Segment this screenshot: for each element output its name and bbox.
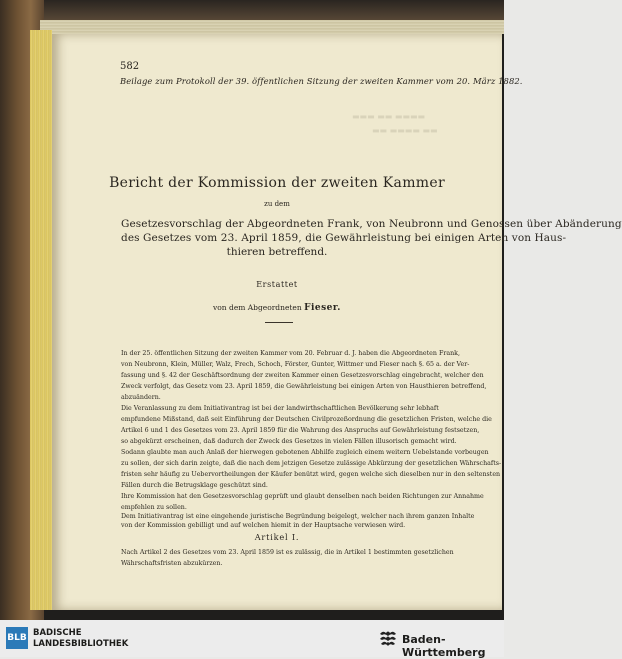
- para-1-line-5: abzuändern.: [121, 394, 161, 401]
- blb-name[interactable]: [33, 628, 128, 650]
- para-3-line-3: fristen sehr häufig zu Uebervortheilungen der Käufer benützt wird, gegen welche sich dieselben nur in den seltensten: [121, 471, 501, 478]
- page-edges-left: [30, 30, 52, 610]
- baden-wuerttemberg-crest-icon: [378, 628, 398, 648]
- para-5-line-1: Dem Initiativantrag ist eine eingehende juristische Begründung beigelegt, welcher nach ihrem ganzen Inhalte: [121, 513, 475, 520]
- report-title: Bericht der Kommission der zweiten Kammer: [109, 175, 445, 191]
- para-2-line-2: empfundene Mißstand, daß seit Einführung der Deutschen Civilprozeßordnung die gesetzlichen Fristen, welche die: [121, 416, 492, 423]
- book-page: [52, 34, 622, 610]
- para-1-line-1: In der 25. öffentlichen Sitzung der zweiten Kammer vom 20. Februar d. J. haben die Abgeordneten Frank,: [121, 350, 460, 357]
- blb-logo[interactable]: BLB: [6, 627, 28, 649]
- para-1-line-3: fassung und §. 42 der Geschäftsordnung der zweiten Kammer einen Gesetzesvorschlag eingebracht, welcher den: [121, 372, 484, 379]
- last-para-line-2: Währschaftsfristen abzukürzen.: [121, 560, 223, 567]
- artikel-heading: Artikel I.: [254, 532, 300, 542]
- para-3-line-4: Fällen durch die Betrugsklage geschützt sind.: [121, 482, 268, 489]
- para-1-line-2: von Neubronn, Klein, Müller, Walz, Frech, Schoch, Förster, Gunter, Wittmer und Fieser nach §. 65 a. der Ver-: [121, 361, 470, 368]
- running-header: Beilage zum Protokoll der 39. öffentlichen Sitzung der zweiten Kammer vom 20. März 1882.: [120, 76, 523, 86]
- para-2-line-4: so abgekürzt erscheinen, daß dadurch der Zweck des Gesetzes in vielen Fällen illusorisch gemacht wird.: [121, 438, 457, 445]
- para-3-line-1: Sodann glaubte man auch Anlaß der hierwegen gebotenen Abhilfe zugleich einem weitern Uebelstande vorbeugen: [121, 449, 489, 456]
- para-5-line-2: von der Kommission gebilligt und auf welchen hiemit in der Hauptsache verwiesen wird.: [121, 522, 406, 529]
- para-4-line-2: empfehlen zu sollen.: [121, 504, 187, 511]
- subject-line-2: des Gesetzes vom 23. April 1859, die Gewährleistung bei einigen Arten von Haus-: [121, 232, 567, 244]
- para-2-line-3: Artikel 6 und 1 des Gesetzes vom 23. April 1859 für die Wahrung des Anspruchs auf Gewährleistung festsetzen,: [121, 427, 480, 434]
- separator-rule: [265, 322, 293, 323]
- erstattet-label: Erstattet: [256, 280, 298, 289]
- page-edges-top: [40, 20, 504, 34]
- book-cover-top: [0, 0, 504, 22]
- author-line: [52, 303, 502, 313]
- subject-line-3: thieren betreffend.: [226, 246, 328, 258]
- bleed-through: ▬▬▬ ▬▬ ▬▬▬▬: [352, 112, 426, 121]
- subject-line-1: Gesetzesvorschlag der Abgeordneten Frank, von Neubronn und Genossen über Abänderung: [121, 218, 622, 230]
- author-prefix: von dem Abgeordneten: [213, 303, 302, 312]
- bleed-through: ▬▬ ▬▬▬▬ ▬▬: [372, 126, 438, 135]
- blb-name-line-2: LANDESBIBLIOTHEK: [33, 639, 129, 649]
- blb-name-line-1: BADISCHE: [33, 628, 82, 638]
- page-number: 582: [120, 61, 140, 72]
- author-name: Fieser.: [304, 303, 341, 313]
- title-connector: zu dem: [264, 200, 290, 208]
- para-4-line-1: Ihre Kommission hat den Gesetzesvorschlag geprüft und glaubt denselben nach beiden Richtungen zur Annahme: [121, 493, 484, 500]
- para-1-line-4: Zweck verfolgt, das Gesetz vom 23. April 1859, die Gewährleistung bei einigen Arten von Hausthieren betreffend,: [121, 383, 487, 390]
- baden-wuerttemberg-label[interactable]: Baden-Württemberg: [402, 633, 486, 659]
- para-3-line-2: zu sollen, der sich darin zeigte, daß die nach dem jetzigen Gesetze zulässige Abkürzung der gesetzlichen Währschafts-: [121, 460, 502, 467]
- last-para-line-1: Nach Artikel 2 des Gesetzes vom 23. April 1859 ist es zulässig, die in Artikel 1 bestimmten gesetzlichen: [121, 549, 454, 556]
- para-2-line-1: Die Veranlassung zu dem Initiativantrag ist bei der landwirthschaftlichen Bevölkerung sehr lebhaft: [121, 405, 439, 412]
